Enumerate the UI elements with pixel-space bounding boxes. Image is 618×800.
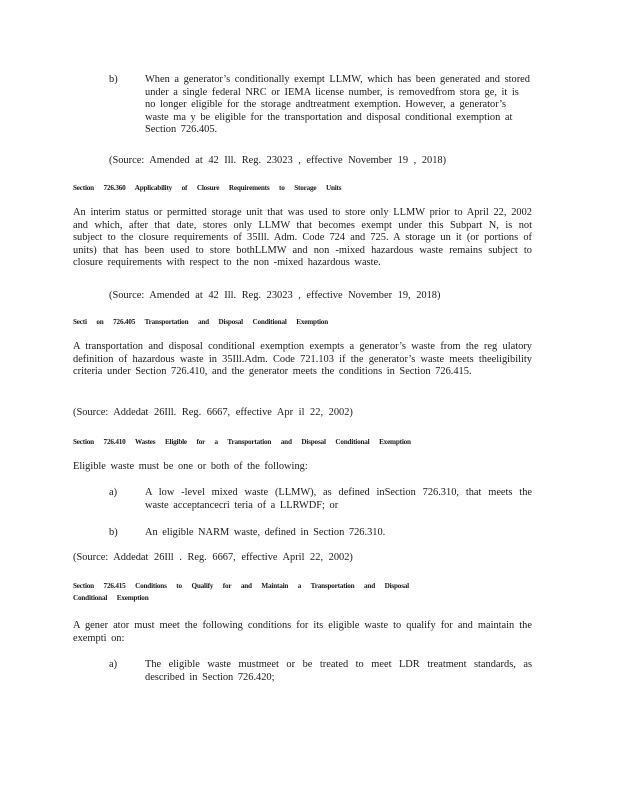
- item-label-b: b): [109, 74, 118, 85]
- source-note: (Source: Addedat 26Ill. Reg. 6667, effective Apr il 22, 2002): [73, 407, 353, 418]
- item-b-narm: An eligible NARM waste, defined in Section 726.310.: [145, 527, 386, 538]
- item-label-a: a): [109, 659, 118, 670]
- item-label-b: b): [109, 527, 118, 538]
- section-heading-726-360: Section 726.360 Applicability of Closure Requirements to Storage Units: [73, 184, 342, 192]
- item-b-storage-removal: When a generator’s conditionally exempt LLMW, which has been generated and stored under a single federal NRC or IEMA license number, is removedfrom stora ge, it is no longer eligible for the storage andtreatment exemption. However, a generator’s waste ma y be eligible for the transportation and disposal conditional exemption at Section 726.405.: [145, 74, 530, 136]
- paragraph-726-405: A transportation and disposal conditional exemption exempts a generator’s waste from the reg ulatory definition of hazardous waste in 35Ill.Adm. Code 721.103 if the generator’s waste meets theeligibility criteria under Section 726.410, and the generator meets the conditions in Section 726.415.: [73, 341, 532, 378]
- paragraph-726-360: An interim status or permitted storage unit that was used to store only LLMW prior to April 22, 2002 and which, after that date, stores only LLMW that becomes exempt under this Subpart N, is not subject to the closure requirements of 35Ill. Adm. Code 724 and 725. A storage un it (or portions of units) that has been used to store bothLLMW and non -mixed hazardous waste remains subject to closure requirements with respect to the non -mixed hazardous waste.: [73, 207, 532, 269]
- source-note: (Source: Amended at 42 Ill. Reg. 23023 , effective November 19 , 2018): [109, 155, 447, 166]
- heading-line: Section 726.415 Conditions to Qualify for and Maintain a Transportation and Disposal: [73, 582, 409, 590]
- section-heading-726-415: [73, 580, 553, 604]
- section-heading-726-405: Secti on 726.405 Transportation and Disposal Conditional Exemption: [73, 318, 328, 326]
- item-a-ldr-standards: The eligible waste mustmeet or be treated to meet LDR treatment standards, as described in Section 726.420;: [145, 659, 532, 683]
- paragraph-726-415: A gener ator must meet the following conditions for its eligible waste to qualify for and maintain the exempti on:: [73, 620, 532, 644]
- section-heading-726-410: Section 726.410 Wastes Eligible for a Transportation and Disposal Conditional Exemption: [73, 438, 411, 446]
- source-note: (Source: Amended at 42 Ill. Reg. 23023 , effective November 19, 2018): [109, 290, 441, 301]
- heading-line: Conditional Exemption: [73, 594, 149, 602]
- paragraph-726-410: Eligible waste must be one or both of the following:: [73, 461, 308, 472]
- item-label-a: a): [109, 487, 118, 498]
- source-note: (Source: Addedat 26Ill . Reg. 6667, effective April 22, 2002): [73, 552, 353, 563]
- item-a-llmw: A low -level mixed waste (LLMW), as defined inSection 726.310, that meets the waste acceptancecri teria of a LLRWDF; or: [145, 487, 532, 511]
